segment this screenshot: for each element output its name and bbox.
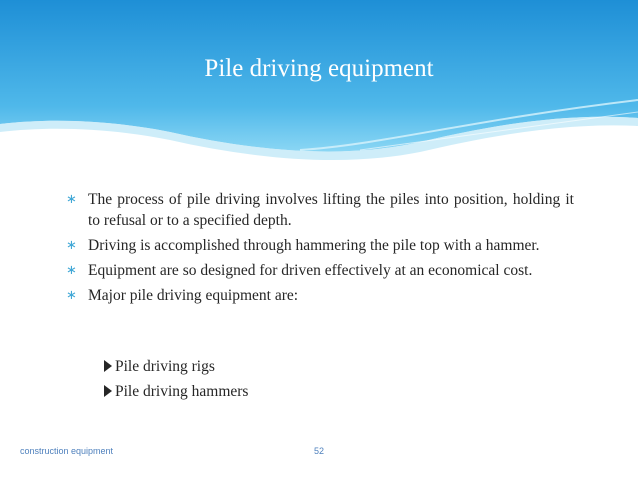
sub-bullet-text: Pile driving rigs: [115, 358, 215, 375]
arrow-bullet-icon: [104, 360, 112, 372]
sub-bullet-item: [104, 381, 248, 402]
sub-bullet-item: [104, 356, 248, 377]
bullet-item: [66, 189, 574, 231]
header-wave-graphic: [0, 0, 638, 170]
bullet-item: [66, 235, 574, 256]
header-banner: [0, 0, 638, 170]
bullet-text: Major pile driving equipment are:: [88, 287, 299, 304]
bullet-item: [66, 260, 574, 281]
asterisk-bullet-icon: ∗: [66, 192, 77, 207]
bullet-list: [66, 189, 574, 310]
page-number: 52: [314, 446, 325, 456]
bullet-item: [66, 285, 574, 306]
slide-title: Pile driving equipment: [204, 55, 434, 82]
asterisk-bullet-icon: ∗: [66, 263, 77, 278]
sub-bullet-list: [104, 356, 248, 406]
asterisk-bullet-icon: ∗: [66, 238, 77, 253]
sub-bullet-text: Pile driving hammers: [115, 383, 249, 400]
bullet-text: Driving is accomplished through hammering the pile top with a hammer.: [88, 237, 540, 254]
asterisk-bullet-icon: ∗: [66, 288, 77, 303]
arrow-bullet-icon: [104, 385, 112, 397]
footer-text: construction equipment: [20, 446, 114, 456]
bullet-text: The process of pile driving involves lifting the piles into position, holding it to refusal or to a specified depth.: [88, 191, 574, 229]
bullet-text: Equipment are so designed for driven effectively at an economical cost.: [88, 262, 533, 279]
